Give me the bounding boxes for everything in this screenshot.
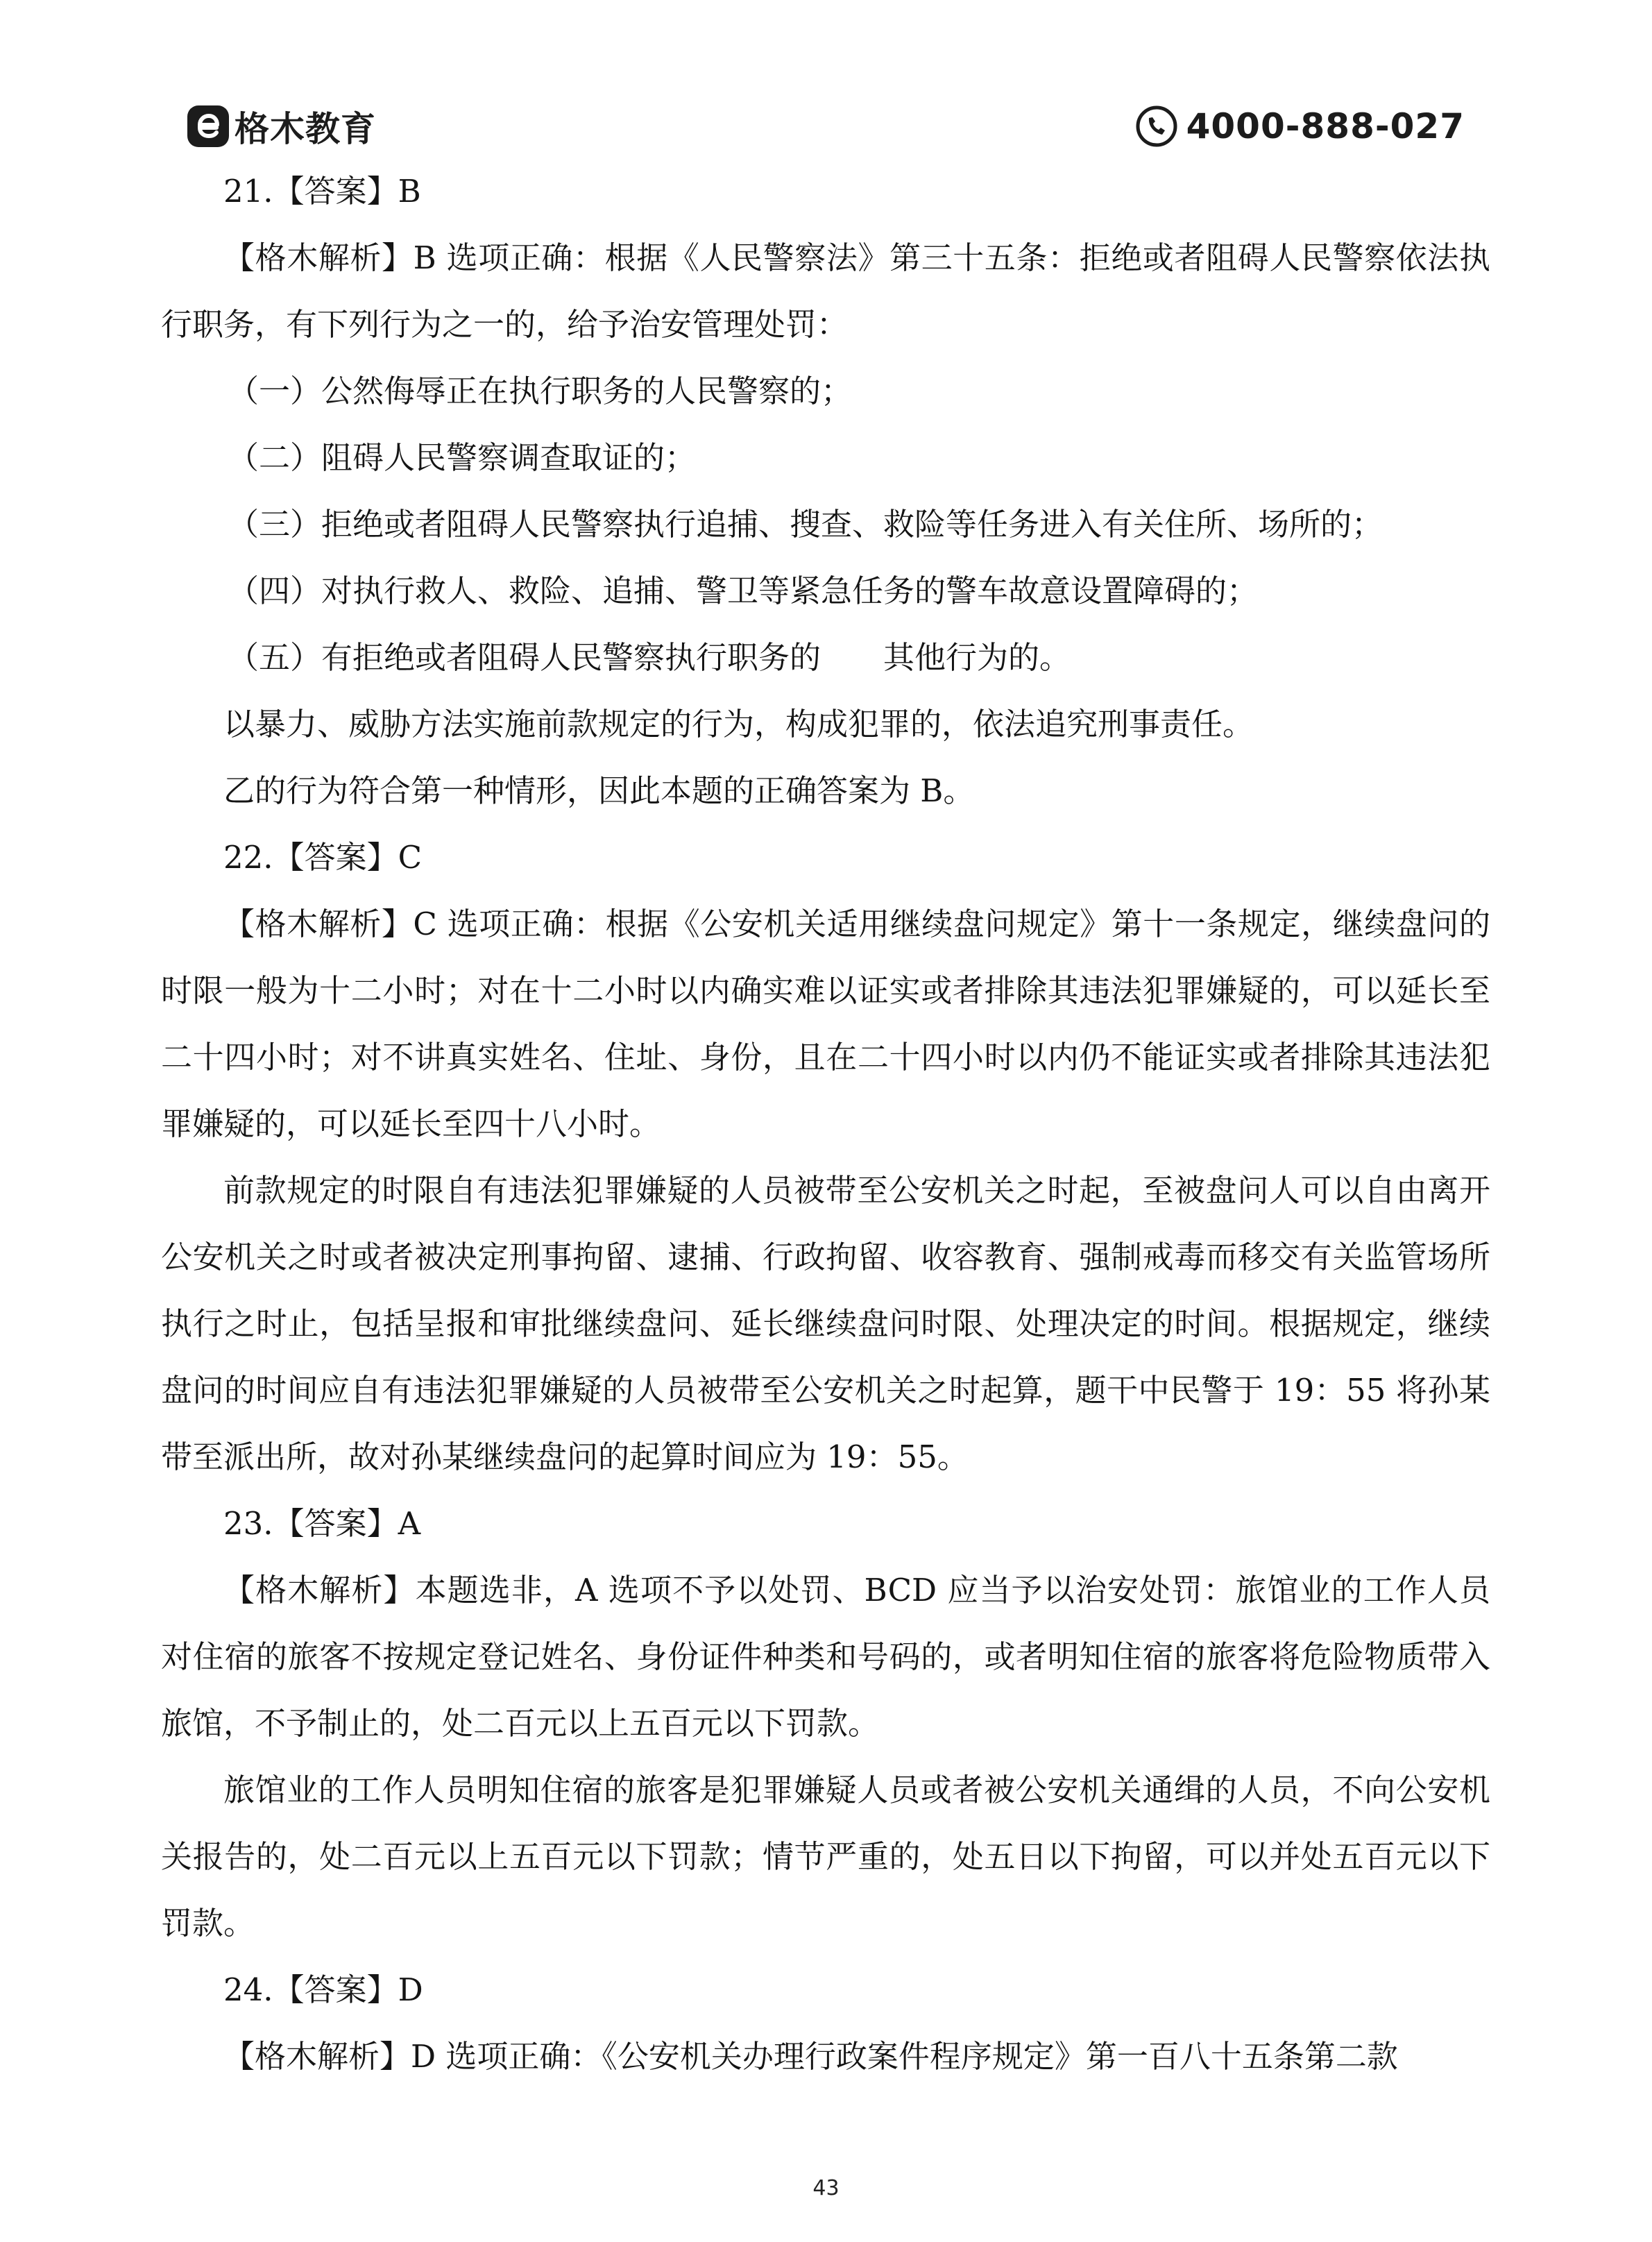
- hotline: [1135, 97, 1465, 155]
- list-item-part: 其他行为的。: [883, 639, 1071, 676]
- answer-heading: 24.【答案】D: [223, 1971, 423, 2008]
- answer-heading: 23.【答案】A: [223, 1505, 421, 1542]
- e-logo-icon: [186, 104, 230, 148]
- conclusion-paragraph: 乙的行为符合第一种情形，因此本题的正确答案为 B。: [223, 772, 975, 809]
- brand-logo: [186, 97, 376, 155]
- page-header: [0, 0, 1652, 180]
- document-body: [161, 158, 1490, 2090]
- analysis-paragraph: 以暴力、威胁方法实施前款规定的行为，构成犯罪的，依法追究刑事责任。: [223, 706, 1254, 742]
- list-item: （一）公然侮辱正在执行职务的人民警察的；: [228, 373, 853, 409]
- analysis-paragraph: 【格木解析】D 选项正确：《公安机关办理行政案件程序规定》第一百八十五条第二款: [223, 2038, 1398, 2075]
- list-item: （四）对执行救人、救险、追捕、警卫等紧急任务的警车故意设置障碍的；: [228, 572, 1259, 609]
- analysis-paragraph: 【格木解析】本题选非，A 选项不予以处罚、BCD 应当予以治安处罚：旅馆业的工作人员对住宿的旅客不按规定登记姓名、身份证件种类和号码的，或者明知住宿的旅客将危险物质带入旅馆，不予制止的，处二百元以上五百元以下罚款。: [161, 1572, 1490, 1742]
- phone-number: 4000-888-027: [1186, 106, 1465, 146]
- phone-icon: [1135, 105, 1178, 148]
- analysis-paragraph: 【格木解析】B 选项正确：根据《人民警察法》第三十五条：拒绝或者阻碍人民警察依法执行职务，有下列行为之一的，给予治安管理处罚：: [161, 239, 1490, 343]
- list-item-part: （五）有拒绝或者阻碍人民警察执行职务的: [228, 639, 821, 676]
- answer-heading: 22.【答案】C: [223, 839, 422, 876]
- analysis-paragraph: 旅馆业的工作人员明知住宿的旅客是犯罪嫌疑人员或者被公安机关通缉的人员，不向公安机关报告的，处二百元以上五百元以下罚款；情节严重的，处五日以下拘留，可以并处五百元以下罚款。: [161, 1772, 1490, 1942]
- answer-heading: 21.【答案】B: [223, 173, 421, 210]
- list-item: [161, 625, 1490, 691]
- page-number: 43: [812, 2176, 840, 2200]
- brand-name: 格木教育: [235, 109, 376, 149]
- analysis-paragraph: 前款规定的时限自有违法犯罪嫌疑的人员被带至公安机关之时起，至被盘问人可以自由离开公安机关之时或者被决定刑事拘留、逮捕、行政拘留、收容教育、强制戒毒而移交有关监管场所执行之时止，包括呈报和审批继续盘问、延长继续盘问时限、处理决定的时间。根据规定，继续盘问的时间应自有违法犯罪嫌疑的人员被带至公安机关之时起算，题干中民警于 19：55 将孙某带至派出所，故对孙某继续盘问的起算时间应为 19：55。: [161, 1172, 1490, 1475]
- list-item: （三）拒绝或者阻碍人民警察执行追捕、搜查、救险等任务进入有关住所、场所的；: [228, 506, 1383, 543]
- analysis-paragraph: 【格木解析】C 选项正确：根据《公安机关适用继续盘问规定》第十一条规定，继续盘问的时限一般为十二小时；对在十二小时以内确实难以证实或者排除其违法犯罪嫌疑的，可以延长至二十四小时；对不讲真实姓名、住址、身份，且在二十四小时以内仍不能证实或者排除其违法犯罪嫌疑的，可以延长至四十八小时。: [161, 906, 1490, 1142]
- list-item: （二）阻碍人民警察调查取证的；: [228, 439, 697, 476]
